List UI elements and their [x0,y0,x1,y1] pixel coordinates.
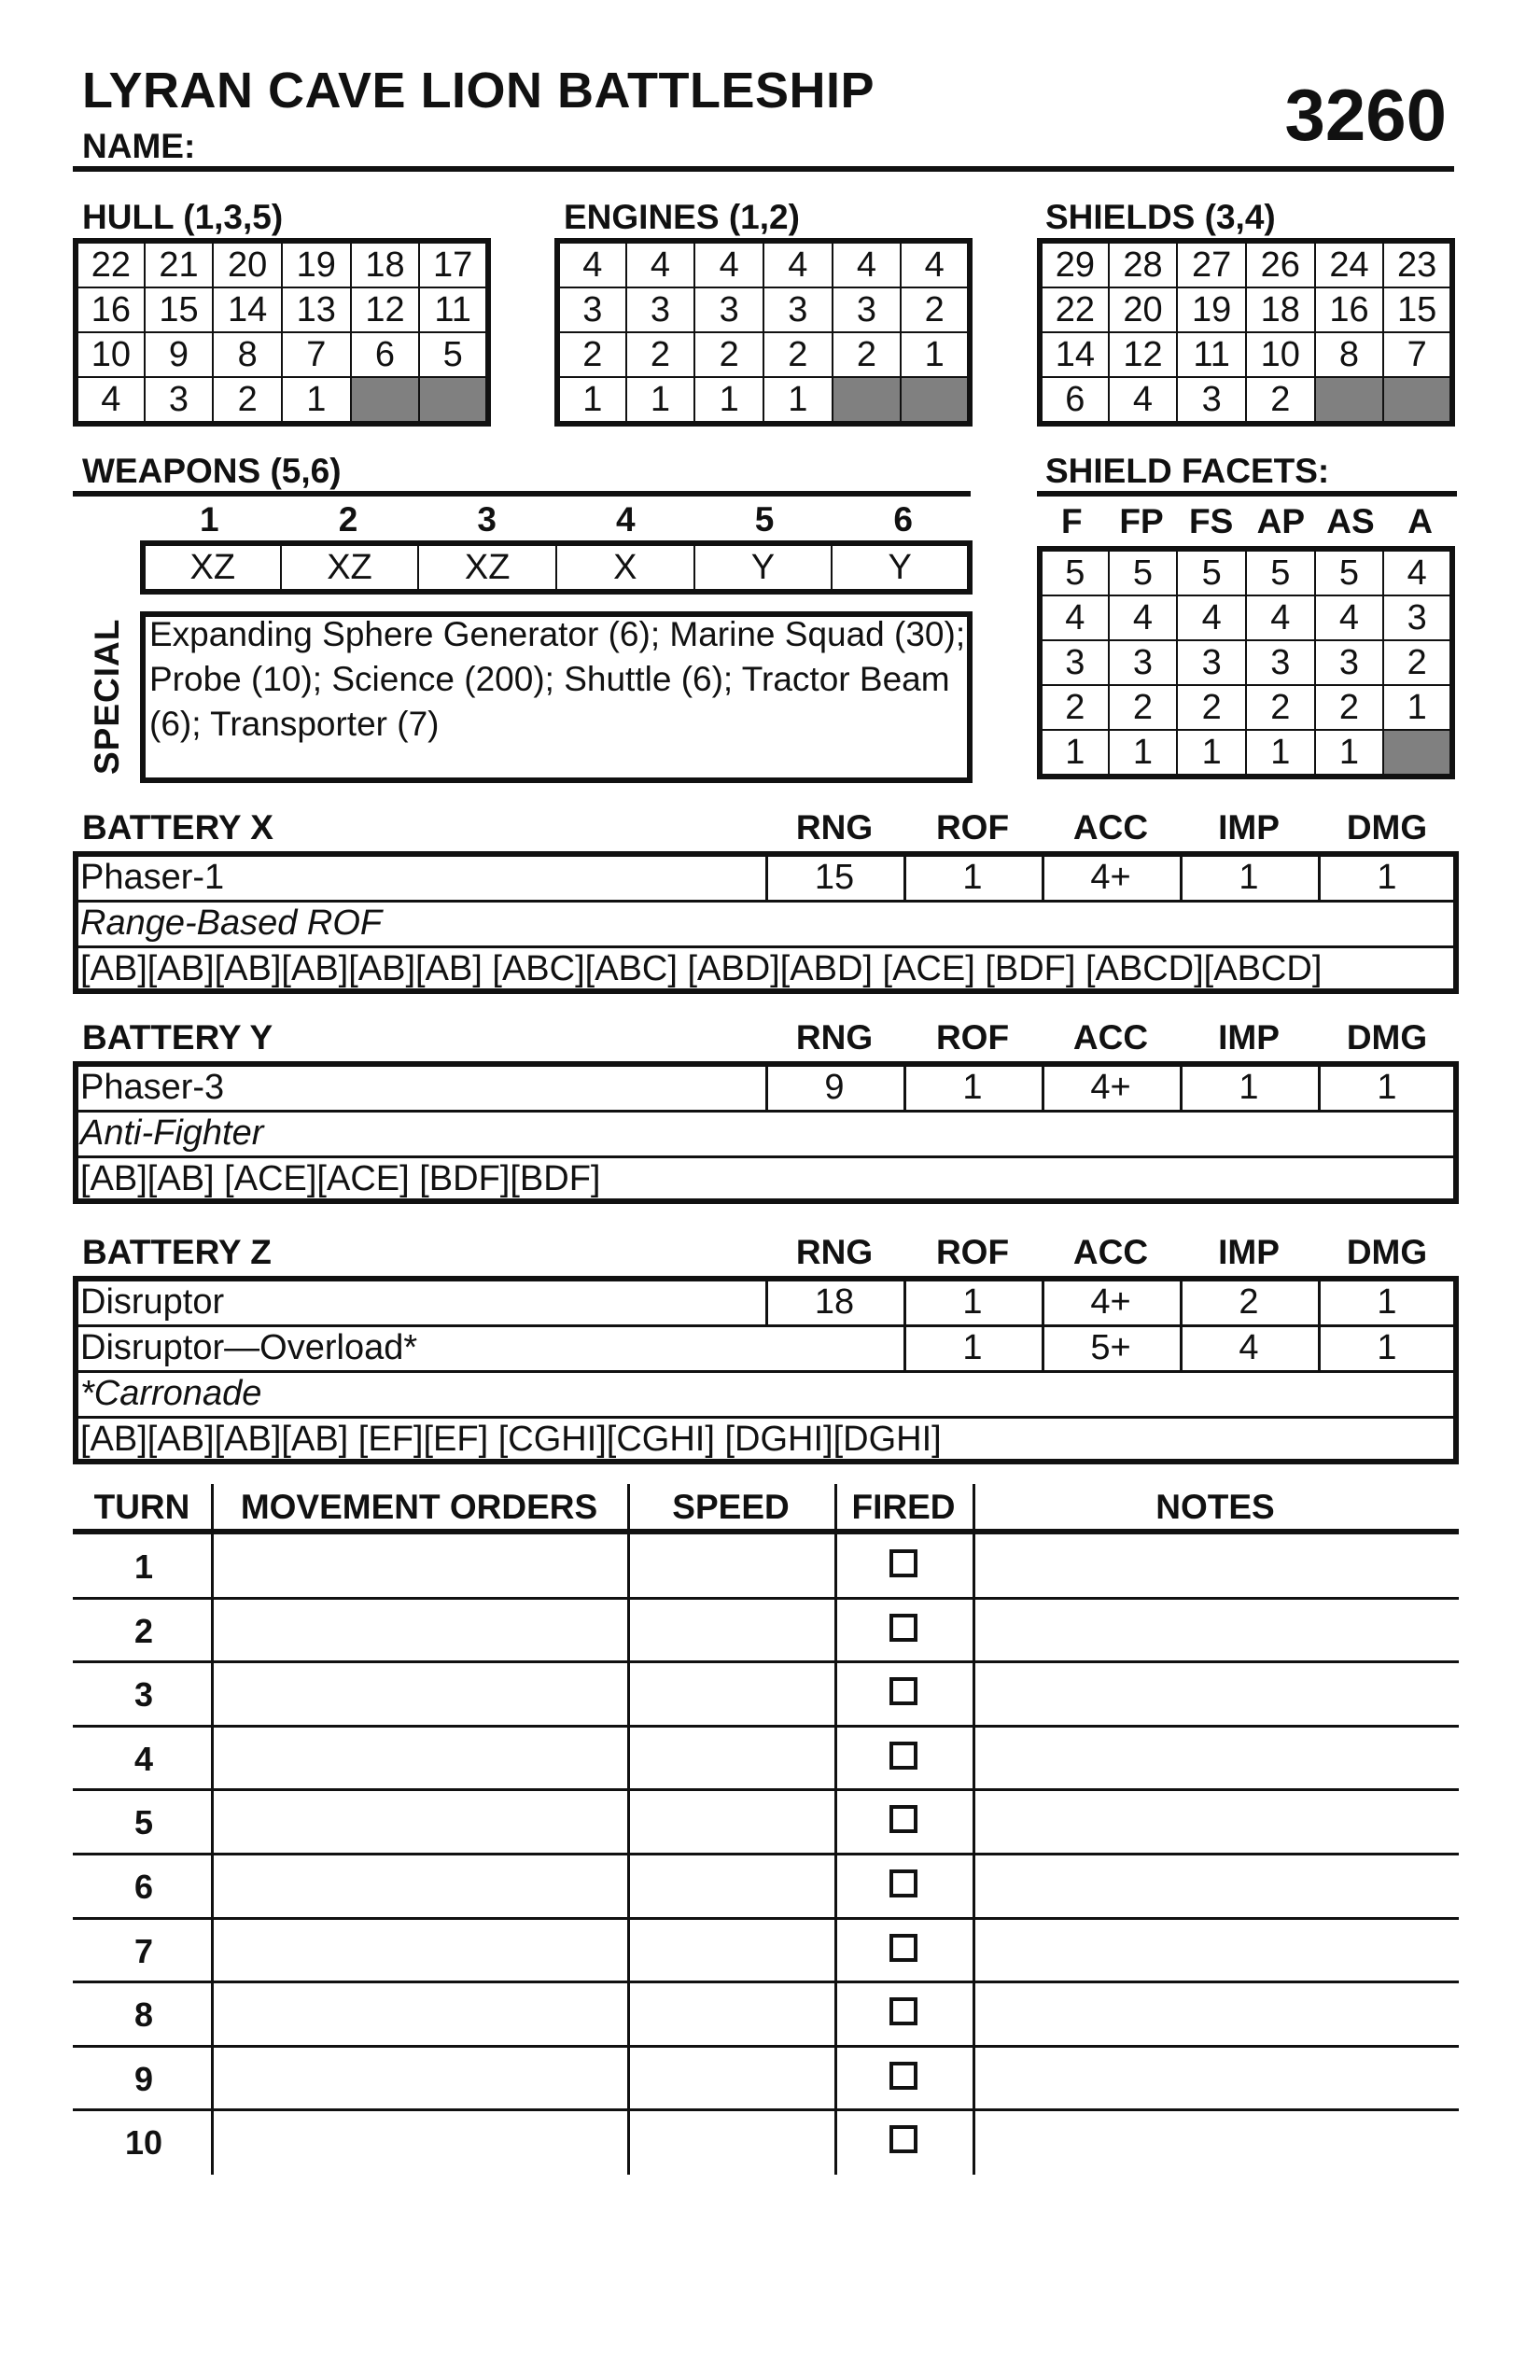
engines-box[interactable]: 3 [833,287,902,332]
weapon-mount-number: 5 [754,500,775,539]
turn-number: 1 [133,1547,154,1586]
hull-box[interactable]: 22 [76,241,145,287]
weapon-mount-number: 2 [338,500,358,539]
shields-box[interactable]: 15 [1383,287,1452,332]
weapon-acc: 4+ [1090,1068,1131,1107]
turn-number: 10 [124,2123,163,2163]
weapon-dmg: 1 [1377,858,1397,897]
facets-box[interactable]: 3 [1109,640,1178,685]
fired-checkbox[interactable] [889,1614,917,1642]
facets-box[interactable]: 1 [1246,730,1315,777]
stat-header-rof: ROF [935,1018,1010,1057]
facet-column-header: FS [1189,502,1234,540]
weapon-mount-number: 1 [200,500,219,539]
weapon-mount-battery: Y [832,543,970,592]
shield-facets-label: SHIELD FACETS: [1045,452,1330,490]
hull-box[interactable]: 13 [282,287,351,332]
shields-box[interactable]: 3 [1177,377,1246,424]
shields-box[interactable]: 19 [1177,287,1246,332]
facet-column-header: A [1407,502,1434,540]
hull-box[interactable]: 20 [213,241,282,287]
log-row-divider [73,1853,1459,1855]
stat-header-imp: IMP [1218,1018,1280,1057]
battery-x-label: BATTERY X [82,808,273,847]
fired-checkbox[interactable] [889,1549,917,1577]
fired-checkbox[interactable] [889,1742,917,1770]
engines-box[interactable]: 1 [763,377,833,424]
engines-box[interactable]: 2 [901,287,970,332]
hull-row [76,377,488,424]
hull-box[interactable]: 3 [145,377,214,424]
weapon-dmg: 1 [1377,1282,1397,1322]
stat-header-rng: RNG [795,1018,874,1057]
shields-box[interactable]: 6 [1040,377,1109,424]
weapon-mount-battery: Y [694,543,833,592]
turn-number: 4 [133,1739,154,1778]
turn-number: 5 [133,1803,154,1842]
hull-box[interactable]: 18 [351,241,420,287]
facets-box[interactable]: 2 [1383,640,1452,685]
stat-header-acc: ACC [1072,1233,1149,1271]
hull-box[interactable]: 8 [213,332,282,377]
facets-divider [1037,491,1457,497]
facets-box[interactable]: 4 [1246,595,1315,640]
engines-box[interactable]: 4 [694,241,763,287]
facets-box[interactable]: 2 [1246,685,1315,730]
hull-box[interactable]: 11 [419,287,488,332]
weapons-assignment [140,540,973,595]
log-column-divider [973,1484,975,2175]
shields-box[interactable]: 11 [1177,332,1246,377]
weapon-mount-number: 4 [616,500,636,539]
stat-header-acc: ACC [1072,808,1149,847]
shields-box[interactable]: 10 [1246,332,1315,377]
engines-track [554,238,973,427]
weapons-divider [73,491,971,497]
row-divider [73,1324,1459,1327]
weapon-imp: 4 [1239,1328,1259,1367]
hull-label: HULL (1,3,5) [82,198,284,236]
shields-track [1037,238,1455,427]
log-header-fired: FIRED [851,1488,956,1526]
turn-number: 2 [133,1611,154,1650]
hull-row [76,287,488,332]
firing-arcs: [AB][AB] [ACE][ACE] [BDF][BDF] [80,1159,601,1198]
weapon-imp: 1 [1239,1068,1259,1107]
stat-header-dmg: DMG [1346,1233,1428,1271]
hull-track [73,238,491,427]
facets-box[interactable]: 3 [1177,640,1246,685]
shields-row [1040,287,1452,332]
weapon-imp: 1 [1239,858,1259,897]
shields-box[interactable]: 7 [1383,332,1452,377]
engines-box[interactable]: 4 [833,241,902,287]
log-row-divider [73,2108,1459,2111]
weapon-acc: 5+ [1090,1328,1131,1367]
shields-box[interactable]: 28 [1109,241,1178,287]
stat-header-rof: ROF [935,1233,1010,1271]
facets-box[interactable]: 4 [1315,595,1384,640]
engines-box[interactable]: 2 [694,332,763,377]
row-divider [73,945,1459,948]
shields-box[interactable]: 16 [1315,287,1384,332]
weapon-name: Disruptor—Overload* [80,1328,418,1367]
weapon-mount-battery: XZ [143,543,281,592]
facets-row [1040,730,1452,777]
row-divider [73,1155,1459,1158]
engines-box[interactable]: 4 [626,241,695,287]
fired-checkbox[interactable] [889,1805,917,1833]
weapon-acc: 4+ [1090,858,1131,897]
stat-header-rng: RNG [795,1233,874,1271]
header-divider [73,166,1454,172]
hull-box[interactable]: 14 [213,287,282,332]
battery-note: *Carronade [80,1374,262,1413]
battery-y-label: BATTERY Y [82,1018,273,1057]
weapon-dmg: 1 [1377,1328,1397,1367]
facets-box[interactable]: 3 [1315,640,1384,685]
engines-box[interactable]: 2 [763,332,833,377]
facet-column-header: AS [1326,502,1375,540]
log-column-divider [211,1484,214,2175]
facets-box[interactable]: 4 [1040,595,1109,640]
weapon-rof: 1 [962,858,983,897]
weapon-imp: 2 [1239,1282,1259,1322]
facets-box[interactable]: 1 [1383,685,1452,730]
facets-box[interactable]: 1 [1040,730,1109,777]
weapon-mount-number: 6 [893,500,913,539]
shields-blocked-box [1315,377,1384,424]
facets-box[interactable]: 2 [1040,685,1109,730]
engines-box[interactable]: 1 [901,332,970,377]
weapon-mount-battery: XZ [418,543,556,592]
weapon-rng: 18 [814,1282,855,1322]
shields-row [1040,377,1452,424]
facets-box[interactable]: 3 [1040,640,1109,685]
hull-box[interactable]: 16 [76,287,145,332]
stat-header-rng: RNG [795,808,874,847]
shields-box[interactable]: 23 [1383,241,1452,287]
shields-box[interactable]: 18 [1246,287,1315,332]
engines-box[interactable]: 3 [626,287,695,332]
turn-number: 9 [133,2059,154,2098]
log-header-turn: TURN [93,1488,190,1526]
hull-blocked-box [419,377,488,424]
battery-note: Range-Based ROF [80,903,383,943]
engines-box[interactable]: 4 [763,241,833,287]
facets-box[interactable]: 4 [1383,549,1452,595]
weapon-rng: 15 [814,858,855,897]
facets-blocked-box [1383,730,1452,777]
engines-box[interactable]: 4 [901,241,970,287]
stat-header-acc: ACC [1072,1018,1149,1057]
facet-column-header: F [1061,502,1083,540]
weapon-mount-number: 3 [477,500,497,539]
shields-row [1040,332,1452,377]
engines-box[interactable]: 1 [626,377,695,424]
facets-box[interactable]: 2 [1109,685,1178,730]
log-header-rule [73,1529,1459,1534]
fired-checkbox[interactable] [889,1869,917,1897]
weapon-rng: 9 [824,1068,845,1107]
shields-box[interactable]: 24 [1315,241,1384,287]
shields-box[interactable]: 4 [1109,377,1178,424]
row-divider [73,1416,1459,1419]
log-row-divider [73,2045,1459,2048]
weapon-acc: 4+ [1090,1282,1131,1322]
log-row-divider [73,1917,1459,1920]
stat-header-rof: ROF [935,808,1010,847]
engines-box[interactable]: 3 [694,287,763,332]
hull-row [76,332,488,377]
turn-number: 6 [133,1868,154,1906]
facets-box[interactable]: 5 [1040,549,1109,595]
facets-box[interactable]: 3 [1246,640,1315,685]
stat-header-imp: IMP [1218,808,1280,847]
stat-header-dmg: DMG [1346,1018,1428,1057]
shields-box[interactable]: 14 [1040,332,1109,377]
shields-box[interactable]: 27 [1177,241,1246,287]
facets-box[interactable]: 1 [1177,730,1246,777]
shield-facets-track [1037,546,1455,779]
turn-number: 7 [133,1931,154,1970]
shields-blocked-box [1383,377,1452,424]
battery-z-label: BATTERY Z [82,1233,272,1271]
facets-box[interactable]: 5 [1315,549,1384,595]
engines-box[interactable]: 1 [557,377,626,424]
log-header-notes: NOTES [1155,1488,1275,1526]
special-label: SPECIAL [88,618,126,775]
hull-box[interactable]: 10 [76,332,145,377]
engines-box[interactable]: 3 [557,287,626,332]
facets-row [1040,549,1452,595]
shields-box[interactable]: 20 [1109,287,1178,332]
facets-box[interactable]: 4 [1177,595,1246,640]
weapons-label: WEAPONS (5,6) [82,452,342,490]
engines-row [557,377,970,424]
shields-label: SHIELDS (3,4) [1045,198,1276,236]
facet-column-header: AP [1256,502,1306,540]
turn-number: 3 [133,1675,154,1715]
engines-blocked-box [901,377,970,424]
log-header-speed: SPEED [672,1488,790,1526]
engines-row [557,287,970,332]
engines-box[interactable]: 3 [763,287,833,332]
facets-row [1040,685,1452,730]
engines-box[interactable]: 2 [833,332,902,377]
log-column-divider [834,1484,837,2175]
hull-box[interactable]: 5 [419,332,488,377]
hull-box[interactable]: 7 [282,332,351,377]
log-row-divider [73,1788,1459,1791]
engines-row [557,332,970,377]
hull-box[interactable]: 1 [282,377,351,424]
facets-row [1040,595,1452,640]
fired-checkbox[interactable] [889,1934,917,1962]
row-divider [73,1370,1459,1373]
hull-box[interactable]: 15 [145,287,214,332]
weapon-name: Phaser-3 [80,1068,225,1107]
shields-row [1040,241,1452,287]
weapon-name: Phaser-1 [80,858,225,897]
shields-box[interactable]: 26 [1246,241,1315,287]
facets-box[interactable]: 2 [1177,685,1246,730]
weapon-rof: 1 [962,1328,983,1367]
hull-box[interactable]: 12 [351,287,420,332]
engines-box[interactable]: 2 [557,332,626,377]
log-row-divider [73,1725,1459,1728]
log-row-divider [73,1597,1459,1600]
stat-header-dmg: DMG [1346,808,1428,847]
log-column-divider [627,1484,630,2175]
row-divider [73,900,1459,903]
fired-checkbox[interactable] [889,1997,917,2025]
hull-row [76,241,488,287]
shields-box[interactable]: 12 [1109,332,1178,377]
facet-column-header: FP [1119,502,1164,540]
engines-box[interactable]: 2 [626,332,695,377]
weapon-mount-battery: X [556,543,694,592]
weapon-rof: 1 [962,1068,983,1107]
log-header-movement: MOVEMENT ORDERS [240,1488,598,1526]
stat-header-imp: IMP [1218,1233,1280,1271]
engines-label: ENGINES (1,2) [564,198,800,236]
facets-box[interactable]: 4 [1109,595,1178,640]
facets-row [1040,640,1452,685]
weapon-mount-battery: XZ [281,543,419,592]
weapon-name: Disruptor [80,1282,225,1322]
engines-box[interactable]: 1 [694,377,763,424]
log-row-divider [73,1981,1459,1983]
name-label: NAME: [82,127,196,165]
hull-box[interactable]: 6 [351,332,420,377]
point-value: 3260 [1284,74,1447,156]
battery-note: Anti-Fighter [80,1113,264,1153]
facets-box[interactable]: 5 [1246,549,1315,595]
hull-box[interactable]: 2 [213,377,282,424]
hull-box[interactable]: 21 [145,241,214,287]
fired-checkbox[interactable] [889,1677,917,1705]
firing-arcs: [AB][AB][AB][AB][AB][AB] [ABC][ABC] [ABD][ABD] [ACE] [BDF] [ABCD][ABCD] [80,949,1323,988]
facets-box[interactable]: 2 [1315,685,1384,730]
shields-box[interactable]: 22 [1040,287,1109,332]
fired-checkbox[interactable] [889,2062,917,2090]
weapon-rof: 1 [962,1282,983,1322]
log-row-divider [73,1660,1459,1663]
engines-box[interactable]: 4 [557,241,626,287]
hull-box[interactable]: 17 [419,241,488,287]
facets-box[interactable]: 3 [1383,595,1452,640]
row-divider [73,1110,1459,1113]
shields-box[interactable]: 29 [1040,241,1109,287]
facets-box[interactable]: 1 [1109,730,1178,777]
special-text: Expanding Sphere Generator (6); Marine Squad (30); Probe (10); Science (200); Shuttle (6); Tractor Beam (6); Transporter (7) [149,615,966,743]
facets-box[interactable]: 5 [1109,549,1178,595]
turn-number: 8 [133,1995,154,2035]
shields-box[interactable]: 2 [1246,377,1315,424]
hull-box[interactable]: 4 [76,377,145,424]
shields-box[interactable]: 8 [1315,332,1384,377]
facets-box[interactable]: 1 [1315,730,1384,777]
engines-row [557,241,970,287]
hull-box[interactable]: 19 [282,241,351,287]
hull-box[interactable]: 9 [145,332,214,377]
hull-blocked-box [351,377,420,424]
ship-title: LYRAN CAVE LION BATTLESHIP [82,63,875,119]
fired-checkbox[interactable] [889,2125,917,2153]
firing-arcs: [AB][AB][AB][AB] [EF][EF] [CGHI][CGHI] [DGHI][DGHI] [80,1420,942,1459]
engines-blocked-box [833,377,902,424]
weapon-dmg: 1 [1377,1068,1397,1107]
facets-box[interactable]: 5 [1177,549,1246,595]
